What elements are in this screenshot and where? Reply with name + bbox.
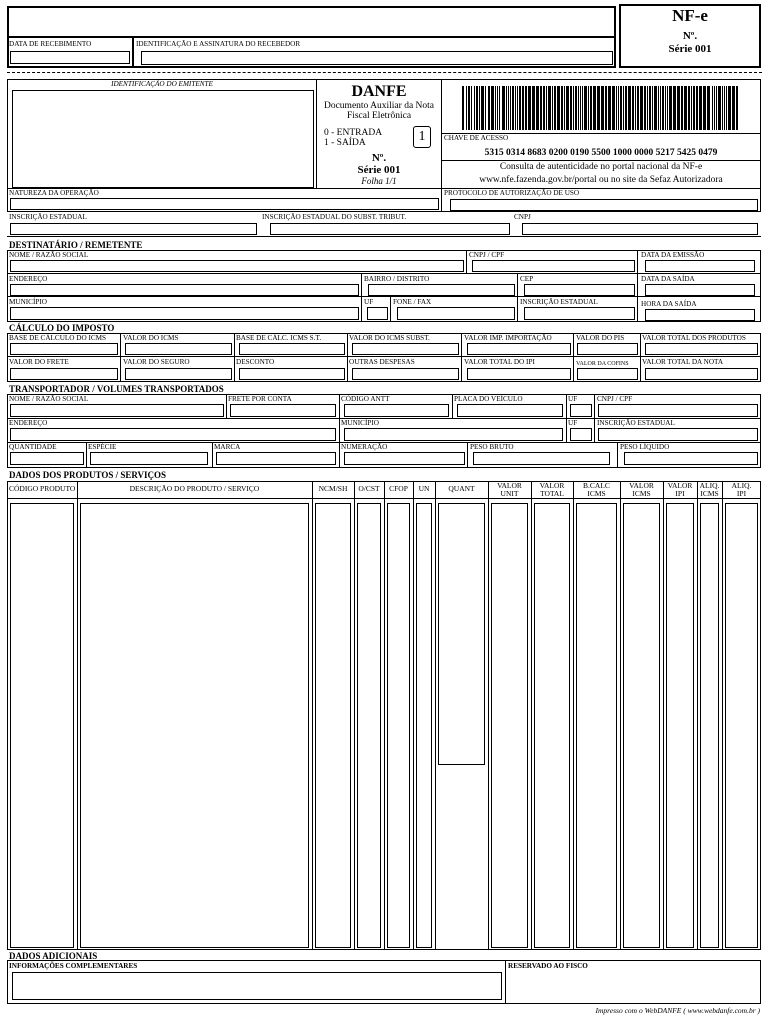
barcode-bar <box>673 86 676 130</box>
imp-sep-2 <box>234 333 235 382</box>
transp-uf2-label: UF <box>568 419 578 427</box>
barcode-bar <box>495 86 496 130</box>
valor-icms-subst-field[interactable] <box>352 343 459 355</box>
danfe-serie: Série 001 <box>357 164 401 176</box>
barcode-bar <box>601 86 604 130</box>
barcode-bar <box>580 86 581 130</box>
barcode-bar <box>660 86 661 130</box>
barcode-bar <box>667 86 668 130</box>
dest-uf-field[interactable] <box>367 307 388 320</box>
barcode-bar <box>588 86 589 130</box>
col-header-ncm: NCM/SH <box>318 484 348 493</box>
barcode-bar <box>625 86 627 130</box>
barcode-bar <box>654 86 657 130</box>
valor-imp-import-label: VALOR IMP. IMPORTAÇÃO <box>464 334 552 342</box>
barcode-bar <box>658 86 659 130</box>
barcode-bar <box>612 86 615 130</box>
codigo-antt-field[interactable] <box>344 404 449 417</box>
imposto-title: CÁLCULO DO IMPOSTO <box>9 323 115 333</box>
valor-cofins-label: VALOR DA COFINS <box>576 361 629 367</box>
barcode-bar <box>543 86 545 130</box>
barcode-bar <box>552 86 553 130</box>
protocolo-field[interactable] <box>450 199 758 211</box>
barcode-bar <box>693 86 695 130</box>
barcode-bar <box>573 86 574 130</box>
barcode-bar <box>522 86 524 130</box>
barcode-bar <box>616 86 617 130</box>
hora-saida-label: HORA DA SAÍDA <box>641 300 697 308</box>
col-cell-un[interactable] <box>416 503 432 948</box>
danfe-title: DANFE <box>351 83 407 100</box>
chave-label: CHAVE DE ACESSO <box>444 134 509 142</box>
destinatario-title: DESTINATÁRIO / REMETENTE <box>9 240 143 250</box>
dest-endereco-field[interactable] <box>10 284 359 296</box>
cnpj-label: CNPJ <box>514 213 531 221</box>
outras-despesas-label: OUTRAS DESPESAS <box>349 358 415 366</box>
barcode-bar <box>681 86 683 130</box>
barcode-bar <box>662 86 664 130</box>
chave-divider-2 <box>441 160 761 161</box>
cep-label: CEP <box>520 275 534 283</box>
tr-sep-6 <box>339 418 340 443</box>
col-cell-valor-icms[interactable] <box>623 503 660 948</box>
frete-label: FRETE POR CONTA <box>228 395 292 403</box>
col-separator <box>620 481 621 950</box>
tr-sep-7 <box>566 418 567 443</box>
col-header-un: UN <box>418 484 430 493</box>
valor-seguro-label: VALOR DO SEGURO <box>123 358 190 366</box>
col-separator <box>573 481 574 950</box>
barcode-bar <box>554 86 556 130</box>
col-cell-valor-ipi[interactable] <box>666 503 694 948</box>
barcode-icon <box>462 86 738 130</box>
ie-row-line <box>7 236 761 237</box>
marca-label: MARCA <box>214 443 241 451</box>
col-header-valor-ipi: VALOR IPI <box>667 481 693 498</box>
placa-field[interactable] <box>457 404 563 417</box>
transportador-title: TRANSPORTADOR / VOLUMES TRANSPORTADOS <box>9 384 224 394</box>
barcode-bar <box>474 86 475 130</box>
barcode-bar <box>578 86 579 130</box>
barcode-bar <box>718 86 721 130</box>
outras-despesas-field[interactable] <box>352 368 459 380</box>
bairro-field[interactable] <box>368 284 515 296</box>
protocolo-label: PROTOCOLO DE AUTORIZAÇÃO DE USO <box>444 189 580 197</box>
barcode-bar <box>691 86 692 130</box>
identificacao-recebedor-label: IDENTIFICAÇÃO E ASSINATURA DO RECEBEDOR <box>136 40 301 48</box>
natureza-label: NATUREZA DA OPERAÇÃO <box>9 189 99 197</box>
peso-liquido-field[interactable] <box>624 452 758 465</box>
tr-sep-10 <box>212 442 213 468</box>
barcode-bar <box>637 86 639 130</box>
barcode-bar <box>582 86 583 130</box>
col-separator <box>488 481 489 950</box>
tr-sep-8 <box>594 418 595 443</box>
col-separator <box>77 481 78 950</box>
tr-sep-12 <box>467 442 468 468</box>
peso-liquido-label: PESO LÍQUIDO <box>620 443 670 451</box>
barcode-bar <box>575 86 577 130</box>
barcode-bar <box>517 86 518 130</box>
tr-sep-4 <box>566 394 567 419</box>
data-emissao-label: DATA DA EMISSÃO <box>641 251 705 259</box>
placa-label: PLACA DO VEÍCULO <box>454 395 523 403</box>
dest-nome-field[interactable] <box>10 260 464 272</box>
imp-sep-3 <box>347 333 348 382</box>
barcode-bar <box>532 86 535 130</box>
produtos-title: DADOS DOS PRODUTOS / SERVIÇOS <box>9 470 167 480</box>
barcode-bar <box>485 86 486 130</box>
valor-total-ipi-label: VALOR TOTAL DO IPI <box>464 358 535 366</box>
especie-field[interactable] <box>90 452 208 465</box>
barcode-bar <box>728 86 731 130</box>
barcode-bar <box>508 86 509 130</box>
base-icms-st-label: BASE DE CÁLC. ICMS S.T. <box>236 334 322 342</box>
col-header-aliq-ipi: ALIQ. IPI <box>731 481 752 498</box>
valor-total-nota-label: VALOR TOTAL DA NOTA <box>642 358 724 366</box>
quantidade-field[interactable] <box>10 452 84 465</box>
barcode-bar <box>677 86 680 130</box>
barcode-bar <box>623 86 624 130</box>
transp-uf-field[interactable] <box>570 404 592 417</box>
transp-municipio-label: MUNICÍPIO <box>341 419 379 427</box>
barcode-bar <box>696 86 698 130</box>
data-recebimento-field[interactable] <box>10 51 130 64</box>
dest-endereco-label: ENDEREÇO <box>9 275 48 283</box>
danfe-entrada: 0 - ENTRADA <box>324 128 383 138</box>
numeracao-label: NUMERAÇÃO <box>341 443 388 451</box>
base-icms-st-field[interactable] <box>239 343 345 355</box>
cut-line <box>7 72 762 73</box>
barcode-bar <box>471 86 472 130</box>
barcode-bar <box>491 86 494 130</box>
hora-saida-field[interactable] <box>645 309 755 321</box>
ie-label: INSCRIÇÃO ESTADUAL <box>9 213 87 221</box>
barcode-bar <box>497 86 498 130</box>
barcode-bar <box>644 86 646 130</box>
barcode-bar <box>608 86 611 130</box>
barcode-bar <box>540 86 542 130</box>
nfe-title: NF-e <box>672 6 708 25</box>
transp-nome-label: NOME / RAZÃO SOCIAL <box>9 395 89 403</box>
especie-label: ESPÉCIE <box>88 443 117 451</box>
adicionais-title: DADOS ADICIONAIS <box>9 951 98 961</box>
ie-subst-label: INSCRIÇÃO ESTADUAL DO SUBST. TRIBUT. <box>262 213 407 221</box>
consulta-line-1: Consulta de autenticidade no portal nacional da NF-e <box>499 162 703 172</box>
valor-icms-label: VALOR DO ICMS <box>123 334 179 342</box>
col-separator <box>312 481 313 950</box>
col-header-codigo: CÓDIGO PRODUTO <box>9 484 76 493</box>
col-cell-valor-total[interactable] <box>534 503 570 948</box>
dest-municipio-field[interactable] <box>10 307 359 320</box>
valor-total-ipi-field[interactable] <box>467 368 571 380</box>
barcode-bar <box>714 86 715 130</box>
transp-cnpj-field[interactable] <box>598 404 758 417</box>
transp-ie-field[interactable] <box>598 428 758 441</box>
dest-ie-label: INSCRIÇÃO ESTADUAL <box>520 298 598 306</box>
barcode-bar <box>481 86 484 130</box>
transp-uf2-field[interactable] <box>570 428 592 441</box>
data-saida-field[interactable] <box>645 284 755 296</box>
fone-label: FONE / FAX <box>393 298 432 306</box>
barcode-bar <box>536 86 539 130</box>
valor-total-produtos-field[interactable] <box>645 343 758 355</box>
valor-seguro-field[interactable] <box>125 368 232 380</box>
desconto-field[interactable] <box>239 368 345 380</box>
valor-pis-field[interactable] <box>577 343 638 355</box>
transp-cnpj-label: CNPJ / CPF <box>597 395 633 403</box>
emitente-label: IDENTIFICAÇÃO DO EMITENTE <box>111 80 213 88</box>
col-header-valor-icms: VALOR ICMS <box>629 481 654 498</box>
transp-endereco-label: ENDEREÇO <box>9 419 48 427</box>
dest-municipio-label: MUNICÍPIO <box>9 298 47 306</box>
receipt-divider <box>132 38 134 68</box>
barcode-bar <box>593 86 596 130</box>
barcode-bar <box>712 86 713 130</box>
barcode-bar <box>640 86 643 130</box>
barcode-bar <box>628 86 631 130</box>
valor-total-nota-field[interactable] <box>645 368 758 380</box>
nfe-serie: Série 001 <box>668 43 712 55</box>
danfe-subtitle: Documento Auxiliar da Nota Fiscal Eletrônica <box>323 101 434 121</box>
col-cell-cst[interactable] <box>357 503 381 948</box>
footer-text: Impresso com o WebDANFE ( www.webdanfe.com.br ) <box>595 1006 760 1015</box>
col-separator <box>531 481 532 950</box>
tr-sep-13 <box>617 442 618 468</box>
barcode-bar <box>502 86 505 130</box>
barcode-bar <box>726 86 727 130</box>
transp-ie-label: INSCRIÇÃO ESTADUAL <box>597 419 675 427</box>
tr-sep-11 <box>339 442 340 468</box>
col-header-quant: QUANT <box>448 484 475 493</box>
barcode-bar <box>590 86 592 130</box>
col-cell-cfop[interactable] <box>387 503 410 948</box>
barcode-bar <box>716 86 717 130</box>
imp-sep-5 <box>573 333 574 382</box>
frete-field[interactable] <box>230 404 336 417</box>
barcode-bar <box>515 86 516 130</box>
transp-municipio-field[interactable] <box>344 428 563 441</box>
imp-sep-1 <box>120 333 121 382</box>
barcode-bar <box>466 86 467 130</box>
barcode-bar <box>703 86 706 130</box>
barcode-bar <box>647 86 648 130</box>
valor-frete-field[interactable] <box>10 368 118 380</box>
col-header-valor-total: VALOR TOTAL <box>539 481 565 498</box>
col-header-aliq-icms: ALIQ. ICMS <box>699 481 720 498</box>
nfe-numero: Nº. <box>682 30 698 42</box>
col-cell-descricao[interactable] <box>80 503 309 948</box>
barcode-bar <box>707 86 710 130</box>
barcode-bar <box>462 86 464 130</box>
barcode-bar <box>570 86 572 130</box>
barcode-bar <box>546 86 547 130</box>
tr-sep-1 <box>226 394 227 419</box>
info-complementares-label: INFORMAÇÕES COMPLEMENTARES <box>9 962 138 970</box>
col-separator <box>663 481 664 950</box>
data-emissao-field[interactable] <box>645 260 755 272</box>
col-header-bcalc-icms: B.CALC ICMS <box>583 481 610 498</box>
data-saida-label: DATA DA SAÍDA <box>641 275 695 283</box>
reservado-label: RESERVADO AO FISCO <box>508 962 588 970</box>
peso-bruto-field[interactable] <box>473 452 610 465</box>
barcode-bar <box>652 86 653 130</box>
valor-imp-import-field[interactable] <box>467 343 571 355</box>
barcode-bar <box>736 86 738 130</box>
barcode-bar <box>468 86 470 130</box>
quantidade-label: QUANTIDADE <box>9 443 57 451</box>
barcode-bar <box>684 86 687 130</box>
barcode-bar <box>564 86 565 130</box>
barcode-bar <box>632 86 634 130</box>
barcode-bar <box>605 86 607 130</box>
col-cell-aliq-ipi[interactable] <box>725 503 758 948</box>
transp-uf-label: UF <box>568 395 578 403</box>
cnpj-field[interactable] <box>522 223 758 235</box>
emitente-field[interactable] <box>12 90 314 188</box>
base-icms-field[interactable] <box>10 343 118 355</box>
barcode-bar <box>699 86 702 130</box>
barcode-bar <box>635 86 636 130</box>
col-header-cfop: CFOP <box>389 484 408 493</box>
danfe-saida: 1 - SAÍDA <box>324 138 366 148</box>
imp-sep-6 <box>640 333 641 382</box>
valor-icms-subst-label: VALOR DO ICMS SUBST. <box>349 334 430 342</box>
barcode-bar <box>479 86 480 130</box>
desconto-label: DESCONTO <box>236 358 275 366</box>
adicionais-sep <box>505 960 506 1004</box>
consulta-line-2: www.nfe.fazenda.gov.br/portal ou no site da Sefaz Autorizadora <box>479 175 723 185</box>
col-cell-aliq-icms[interactable] <box>700 503 719 948</box>
barcode-bar <box>525 86 527 130</box>
col-separator <box>413 481 414 950</box>
col-separator <box>722 481 723 950</box>
col-cell-quant[interactable] <box>438 503 485 765</box>
ie-subst-field[interactable] <box>270 223 510 235</box>
chave-value: 5315 0314 8683 0200 0190 5500 1000 0000 5217 5425 0479 <box>484 148 718 158</box>
barcode-bar <box>618 86 619 130</box>
valor-pis-label: VALOR DO PIS <box>576 334 625 342</box>
tr-sep-3 <box>452 394 453 419</box>
numeracao-field[interactable] <box>344 452 465 465</box>
col-header-cst: O/CST <box>358 484 380 493</box>
dest-nome-label: NOME / RAZÃO SOCIAL <box>9 251 89 259</box>
col-separator <box>354 481 355 950</box>
info-complementares-field[interactable] <box>12 972 502 1000</box>
barcode-bar <box>510 86 511 130</box>
dest-cnpj-field[interactable] <box>472 260 635 272</box>
col-separator <box>384 481 385 950</box>
dest-ie-field[interactable] <box>524 307 635 320</box>
barcode-bar <box>528 86 531 130</box>
ie-field[interactable] <box>10 223 257 235</box>
marca-field[interactable] <box>216 452 336 465</box>
imp-sep-4 <box>461 333 462 382</box>
receipt-stub <box>7 6 616 38</box>
col-cell-bcalc-icms[interactable] <box>576 503 617 948</box>
danfe-tipo-box: 1 <box>413 126 431 148</box>
fone-field[interactable] <box>397 307 515 320</box>
barcode-bar <box>597 86 600 130</box>
col-cell-valor-unit[interactable] <box>491 503 528 948</box>
col-cell-codigo[interactable] <box>10 503 74 948</box>
barcode-bar <box>665 86 666 130</box>
base-icms-label: BASE DE CÁLCULO DO ICMS <box>9 334 107 342</box>
transp-nome-field[interactable] <box>10 404 224 417</box>
col-cell-ncm[interactable] <box>315 503 351 948</box>
natureza-field[interactable] <box>10 198 439 210</box>
tr-sep-9 <box>86 442 87 468</box>
barcode-bar <box>724 86 725 130</box>
identificacao-recebedor-field[interactable] <box>141 51 613 65</box>
barcode-bar <box>584 86 587 130</box>
valor-total-produtos-label: VALOR TOTAL DOS PRODUTOS <box>642 334 746 342</box>
barcode-bar <box>506 86 507 130</box>
codigo-antt-label: CÓDIGO ANTT <box>341 395 390 403</box>
barcode-bar <box>488 86 490 130</box>
valor-icms-field[interactable] <box>125 343 232 355</box>
tr-sep-5 <box>594 394 595 419</box>
barcode-bar <box>620 86 622 130</box>
barcode-bar <box>557 86 560 130</box>
data-recebimento-label: DATA DE RECEBIMENTO <box>9 40 92 48</box>
col-separator <box>697 481 698 950</box>
barcode-bar <box>561 86 563 130</box>
barcode-bar <box>499 86 500 130</box>
barcode-bar <box>649 86 651 130</box>
barcode-bar <box>566 86 569 130</box>
valor-cofins-field[interactable] <box>577 368 638 380</box>
bairro-label: BAIRRO / DISTRITO <box>364 275 430 283</box>
col-separator <box>435 481 436 950</box>
barcode-bar <box>669 86 672 130</box>
barcode-bar <box>519 86 521 130</box>
danfe-folha: Folha 1/1 <box>361 176 397 186</box>
barcode-bar <box>476 86 478 130</box>
valor-frete-label: VALOR DO FRETE <box>9 358 69 366</box>
cep-field[interactable] <box>524 284 635 296</box>
dest-cnpj-label: CNPJ / CPF <box>469 251 505 259</box>
col-header-valor-unit: VALOR UNIT <box>497 481 522 498</box>
dest-uf-label: UF <box>364 298 374 306</box>
transp-endereco-field[interactable] <box>10 428 336 441</box>
col-header-descricao: DESCRIÇÃO DO PRODUTO / SERVIÇO <box>129 484 260 493</box>
tr-sep-2 <box>339 394 340 419</box>
barcode-bar <box>512 86 514 130</box>
danfe-numero: Nº. <box>371 152 387 164</box>
barcode-bar <box>732 86 735 130</box>
barcode-bar <box>688 86 690 130</box>
barcode-bar <box>548 86 551 130</box>
peso-bruto-label: PESO BRUTO <box>470 443 514 451</box>
barcode-bar <box>722 86 723 130</box>
